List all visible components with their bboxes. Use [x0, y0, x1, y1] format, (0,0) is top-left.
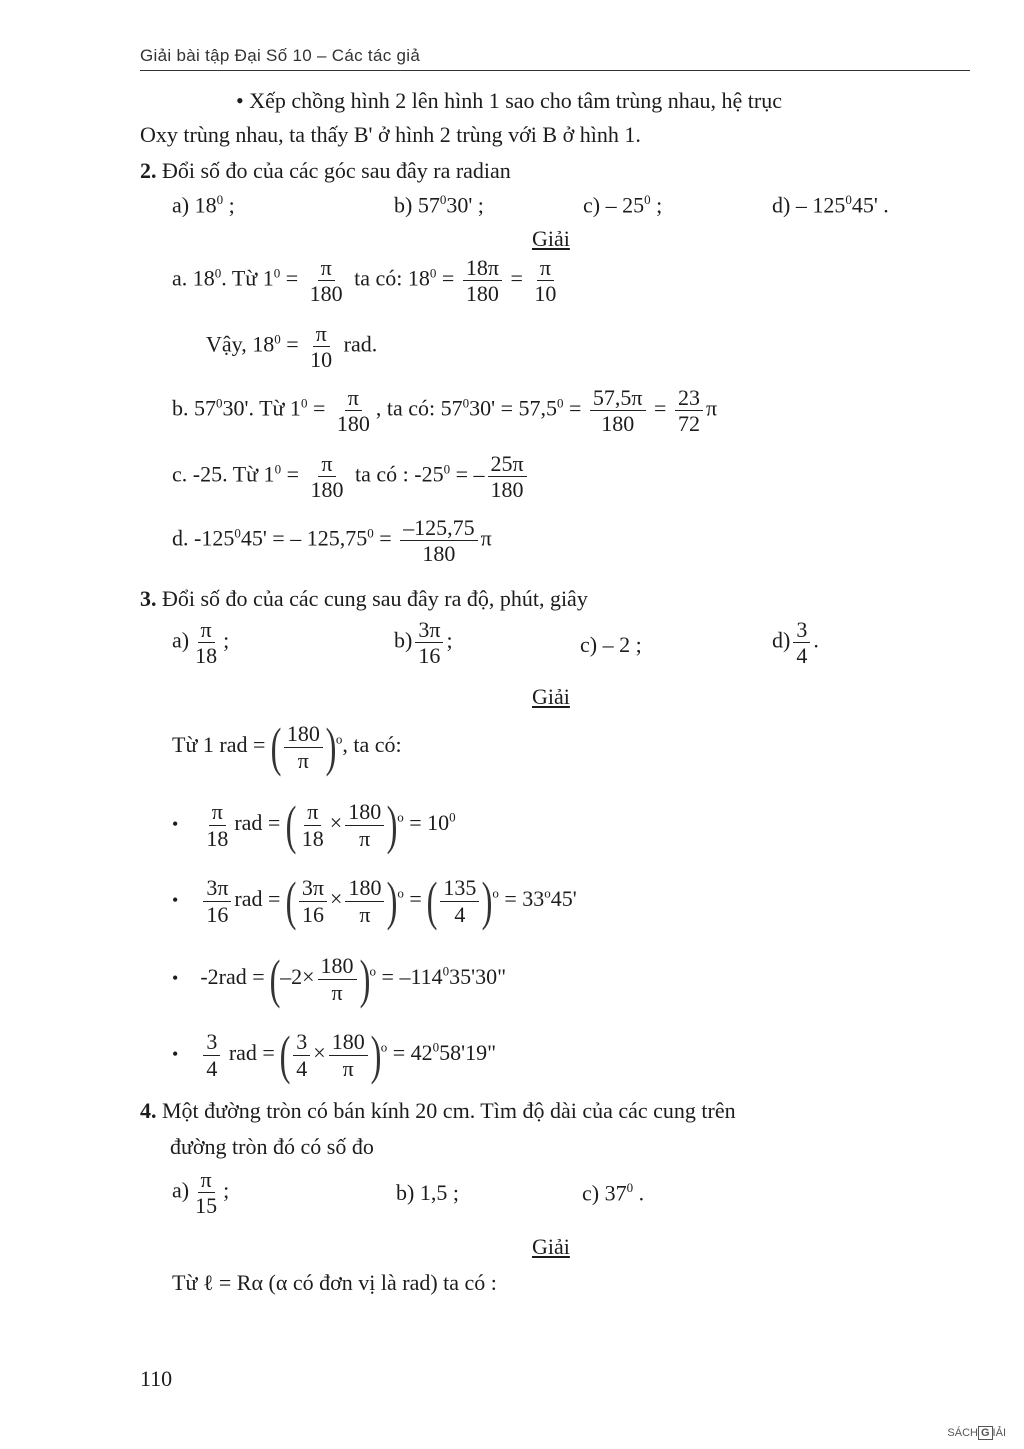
fraction: $\frac{18\pi}{180}$	[463, 256, 502, 305]
watermark-logo: SÁCH G IẢI	[947, 1427, 1006, 1439]
exercise-title: Đổi số đo của các cung sau đây ra độ, phút, giây	[162, 586, 588, 611]
ex3-option-d: d) $\frac{3}{4}$ .	[772, 617, 819, 669]
ex3-solution-heading: Giải	[532, 684, 570, 709]
fraction: $\frac{\pi}{10}$	[310, 321, 333, 373]
ex3-line-3: • -2rad = (–2× $\frac{180}{\pi}$ )$^o = -114^035'30$"	[172, 949, 507, 1009]
exercise-4-heading	[140, 1098, 736, 1124]
ex3-rad-definition: Từ 1 rad = ( $\frac{180}{\pi}$ )$^o$, ta có:	[172, 717, 402, 777]
ex2-option-a: a) $18^0$ ;	[172, 192, 235, 218]
intro-line-1: • Xếp chồng hình 2 lên hình 1 sao cho tâm trùng nhau, hệ trục	[236, 88, 782, 113]
ex4-option-b: b) 1,5 ;	[396, 1180, 459, 1205]
header-rule	[140, 70, 970, 71]
ex2-solution-a: a. $18^0$. Từ $1^0$ = $\frac{\pi}{180}$ ta có: $18^0$ = $\frac{18\pi}{180}$ = $\frac{\pi}{10}$	[172, 256, 562, 305]
exercise-title-line-1: Một đường tròn có bán kính 20 cm. Tìm độ dài của các cung trên	[162, 1098, 736, 1123]
fraction: $\frac{\pi}{180}$	[336, 385, 370, 437]
ex3-line-1: • $\frac{\pi}{18}$ rad = ( $\frac{\pi}{18}$ × $\frac{180}{\pi}$ )$^o = 10^0$	[172, 795, 456, 855]
ex4-option-a: a) $\frac{\pi}{15}$ ;	[172, 1167, 230, 1219]
intro-line-2: Oxy trùng nhau, ta thấy B' ở hình 2 trùng với B ở hình 1.	[140, 122, 641, 147]
exercise-2-heading	[140, 158, 511, 184]
ex2-option-c: $c) - 25^0$ ;	[583, 192, 663, 218]
fraction: $\frac{\pi}{180}$	[310, 451, 344, 503]
exercise-number: 4.	[140, 1098, 157, 1123]
ex2-option-d: $d) - 125^045'$ .	[772, 192, 889, 218]
exercise-number: 2.	[140, 158, 157, 183]
page-number: 110	[140, 1366, 173, 1391]
ex3-line-4: • $\frac{3}{4}$ rad = ( $\frac{3}{4}$ × $\frac{180}{\pi}$ )$^o = 42^058'19$"	[172, 1025, 497, 1085]
exercise-3-heading	[140, 586, 588, 612]
ex3-line-2: • $\frac{3\pi}{16}$ rad = ( $\frac{3\pi}{16}$ × $\frac{180}{\pi}$ )$^o$ = ( $\frac{135}{4}$ )$^o = 33^o45'$	[172, 871, 577, 931]
ex2-solution-b: b. $57^030'$. Từ $1^0$ = $\frac{\pi}{180}$ , ta có: $57^030' = 57,5^0$ = $\frac{57,5\pi}{180}$ = $\frac{23}{72}$ π	[172, 385, 718, 437]
exercise-number: 3.	[140, 586, 157, 611]
ex4-solution-intro: Từ ℓ = Rα (α có đơn vị là rad) ta có :	[172, 1270, 497, 1295]
ex2-solution-a-conclusion: Vậy, $18^0$ = $\frac{\pi}{10}$ rad.	[206, 321, 378, 373]
ex3-option-c: c) – 2 ;	[580, 632, 642, 657]
running-header: Giải bài tập Đại Số 10 – Các tác giả	[140, 46, 421, 65]
ex2-solution-heading: Giải	[532, 226, 570, 251]
fraction: $\frac{23}{72}$	[675, 386, 703, 435]
fraction: $\frac{-125,75}{180}$	[400, 516, 478, 565]
fraction: $\frac{\pi}{180}$	[309, 255, 343, 307]
fraction: $\frac{57,5\pi}{180}$	[590, 386, 646, 435]
ex2-solution-c: c. -25. Từ $1^0$ = $\frac{\pi}{180}$ ta có : $-25^0$ = – $\frac{25\pi}{180}$	[172, 452, 530, 501]
ex3-option-a: a) $\frac{\pi}{18}$ ;	[172, 617, 230, 669]
fraction: $\frac{\pi}{10}$	[534, 255, 557, 307]
ex2-solution-d: d. $-125^045'$ = – $125,75^0$ = $\frac{-125,75}{180}$ π	[172, 515, 492, 567]
exercise-title-line-2: đường tròn đó có số đo	[170, 1134, 374, 1159]
ex2-option-b: b) $57^030'$ ;	[394, 192, 484, 218]
fraction: $\frac{25\pi}{180}$	[488, 452, 527, 501]
ex3-option-b: b) $\frac{3\pi}{16}$ ;	[394, 617, 453, 669]
ex4-option-c: c) $37^0$ .	[582, 1180, 645, 1206]
ex4-solution-heading: Giải	[532, 1234, 570, 1259]
exercise-title: Đổi số đo của các góc sau đây ra radian	[162, 158, 511, 183]
